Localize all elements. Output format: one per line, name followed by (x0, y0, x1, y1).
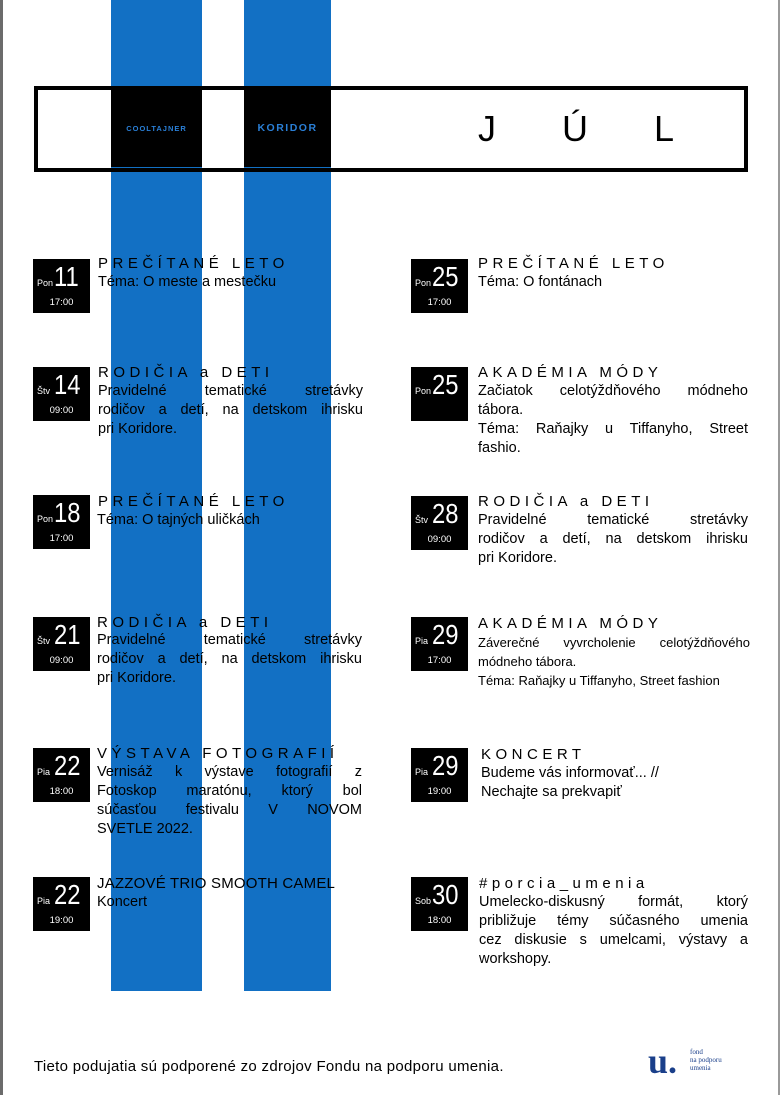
event-time: 19:00 (427, 786, 452, 797)
weekday: Štv (37, 636, 51, 646)
date-badge (33, 877, 90, 931)
weekday: Sob (415, 896, 432, 906)
day-number: 29 (432, 750, 459, 781)
day-number: 29 (432, 619, 459, 650)
date-badge (411, 877, 468, 931)
event-title: JAZZOVÉ TRIO SMOOTH CAMEL (97, 875, 336, 892)
date-badge (33, 617, 90, 671)
date-badge (33, 367, 90, 421)
day-number: 11 (54, 261, 79, 292)
weekday: Štv (415, 515, 429, 525)
event-description: Záverečné vyvrcholenie celotýždňového módneho tábora. Téma: Raňajky u Tiffanyho, Street fashion (478, 635, 750, 688)
logo-text: fond na podporu umenia (690, 1048, 722, 1072)
event-title: PREČÍTANÉ LETO (478, 255, 669, 272)
event-title: RODIČIA a DETI (478, 493, 654, 510)
event-time: 17:00 (427, 297, 452, 308)
date-badge (411, 617, 468, 671)
koridor-label: KORIDOR (244, 89, 331, 167)
event-description: Pravidelné tematické stretávky rodičov a detí, na detskom ihrisku pri Koridore. (98, 383, 363, 437)
event-title: RODIČIA a DETI (97, 614, 273, 631)
event-description: Téma: O meste a mestečku (98, 274, 277, 290)
event-title: PREČÍTANÉ LETO (98, 493, 289, 510)
event-time: 17:00 (49, 297, 74, 308)
cooltajner-label: COOLTAJNER (111, 89, 202, 167)
event-title: PREČÍTANÉ LETO (98, 255, 289, 272)
fond-logo (648, 1041, 738, 1081)
event-title: VÝSTAVA FOTOGRAFIÍ (97, 745, 339, 762)
day-number: 14 (54, 369, 81, 400)
date-badge (33, 748, 90, 802)
day-number: 28 (432, 498, 459, 529)
event-time: 09:00 (49, 655, 74, 666)
event-description: Pravidelné tematické stretávky rodičov a detí, na detskom ihrisku pri Koridore. (478, 512, 748, 566)
date-badge (33, 495, 90, 549)
weekday: Štv (37, 386, 51, 396)
event-title: AKADÉMIA MÓDY (478, 615, 663, 632)
date-badge (411, 367, 468, 421)
weekday: Pia (37, 896, 51, 906)
day-number: 18 (54, 497, 81, 528)
event-title: AKADÉMIA MÓDY (478, 364, 663, 381)
page-edge-left (0, 0, 3, 1095)
event-title: KONCERT (481, 746, 586, 763)
date-badge (33, 259, 90, 313)
day-number: 22 (54, 750, 81, 781)
weekday: Pia (415, 767, 429, 777)
day-number: 25 (432, 369, 459, 400)
event-description: Pravidelné tematické stretávky rodičov a detí, na detskom ihrisku pri Koridore. (97, 632, 362, 686)
event-time: 17:00 (427, 655, 452, 666)
event-time: 18:00 (427, 915, 452, 926)
date-badge (411, 259, 468, 313)
event-description: Začiatok celotýždňového módneho tábora. Téma: Raňajky u Tiffanyho, Street fashio. (478, 383, 748, 456)
date-badge (411, 496, 468, 550)
month-title: J Ú L (478, 108, 703, 149)
event-description: Koncert (97, 894, 147, 910)
event-time: 19:00 (49, 915, 74, 926)
event-title: #porcia_umenia (479, 875, 649, 892)
event-time: 17:00 (49, 533, 74, 544)
weekday: Pon (37, 514, 54, 524)
weekday: Pia (37, 767, 51, 777)
logo-mark: u. (648, 1041, 678, 1081)
event-description: Umelecko-diskusný formát, ktorý približuje témy súčasného umenia cez diskusie s umelcami, výstavy a workshopy. (479, 894, 748, 967)
event-title: RODIČIA a DETI (98, 364, 274, 381)
event-time: 18:00 (49, 786, 74, 797)
day-number: 25 (432, 261, 459, 292)
event-description: Budeme vás informovať... // Nechajte sa prekvapiť (481, 765, 659, 800)
footer-note: Tieto podujatia sú podporené zo zdrojov Fondu na podporu umenia. (34, 1058, 504, 1075)
event-description: Téma: O fontánach (478, 274, 603, 290)
weekday: Pon (415, 278, 432, 288)
event-description: Vernisáž k výstave fotografií z Fotoskop maratónu, ktorý bol súčasťou festivalu V NOVOM SVETLE 2022. (97, 764, 362, 837)
event-time: 09:00 (427, 534, 452, 545)
day-number: 22 (54, 879, 81, 910)
weekday: Pia (415, 636, 429, 646)
day-number: 21 (54, 619, 81, 650)
weekday: Pon (37, 278, 54, 288)
day-number: 30 (432, 879, 459, 910)
event-description: Téma: O tajných uličkách (97, 512, 260, 528)
weekday: Pon (415, 386, 432, 396)
event-time: 09:00 (49, 405, 74, 416)
date-badge (411, 748, 468, 802)
